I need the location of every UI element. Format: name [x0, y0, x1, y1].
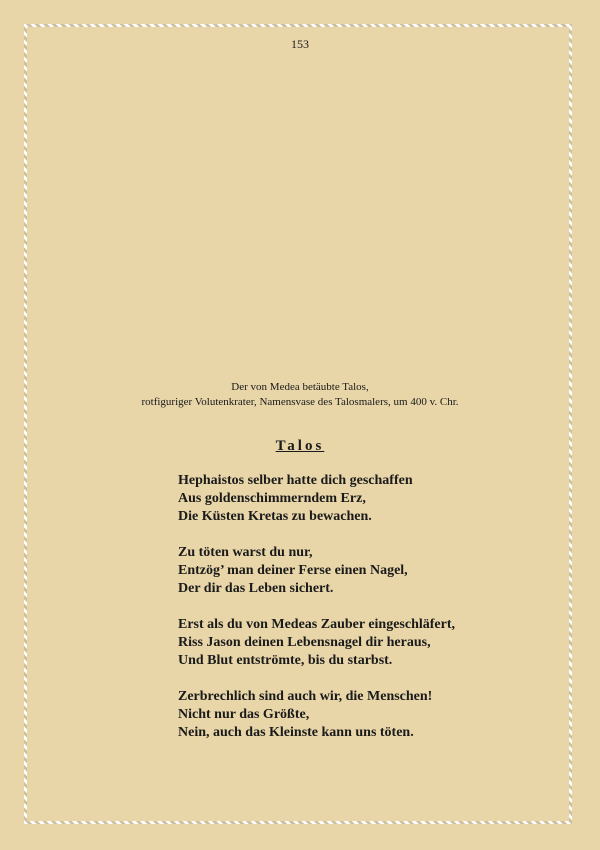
stanza [178, 544, 455, 598]
poem-body [178, 472, 455, 760]
poem-line: Und Blut entströmte, bis du starbst. [178, 653, 393, 668]
poem-line: Zerbrechlich sind auch wir, die Menschen! [178, 689, 433, 704]
poem-line: Nein, auch das Kleinste kann uns töten. [178, 725, 414, 740]
poem-line: Nicht nur das Größte, [178, 707, 310, 722]
caption-line: Der von Medea betäubte Talos, [231, 381, 369, 393]
poem-line: Aus goldenschimmerndem Erz, [178, 491, 366, 506]
stanza [178, 616, 455, 670]
image-caption [0, 380, 600, 410]
stanza [178, 688, 455, 742]
poem-line: Erst als du von Medeas Zauber eingeschläfert, [178, 617, 456, 632]
caption-line: rotfiguriger Volutenkrater, Namensvase des Talosmalers, um 400 v. Chr. [141, 396, 459, 408]
poem-line: Zu töten warst du nur, [178, 545, 313, 560]
poem-line: Der dir das Leben sichert. [178, 581, 334, 596]
poem-line: Die Küsten Kretas zu bewachen. [178, 509, 372, 524]
poem-line: Entzög’ man deiner Ferse einen Nagel, [178, 563, 408, 578]
poem-line: Riss Jason deinen Lebensnagel dir heraus, [178, 635, 431, 650]
poem-line: Hephaistos selber hatte dich geschaffen [178, 473, 413, 488]
stanza [178, 472, 455, 526]
page-number: 153 [291, 37, 309, 51]
poem-title: Talos [275, 438, 325, 454]
